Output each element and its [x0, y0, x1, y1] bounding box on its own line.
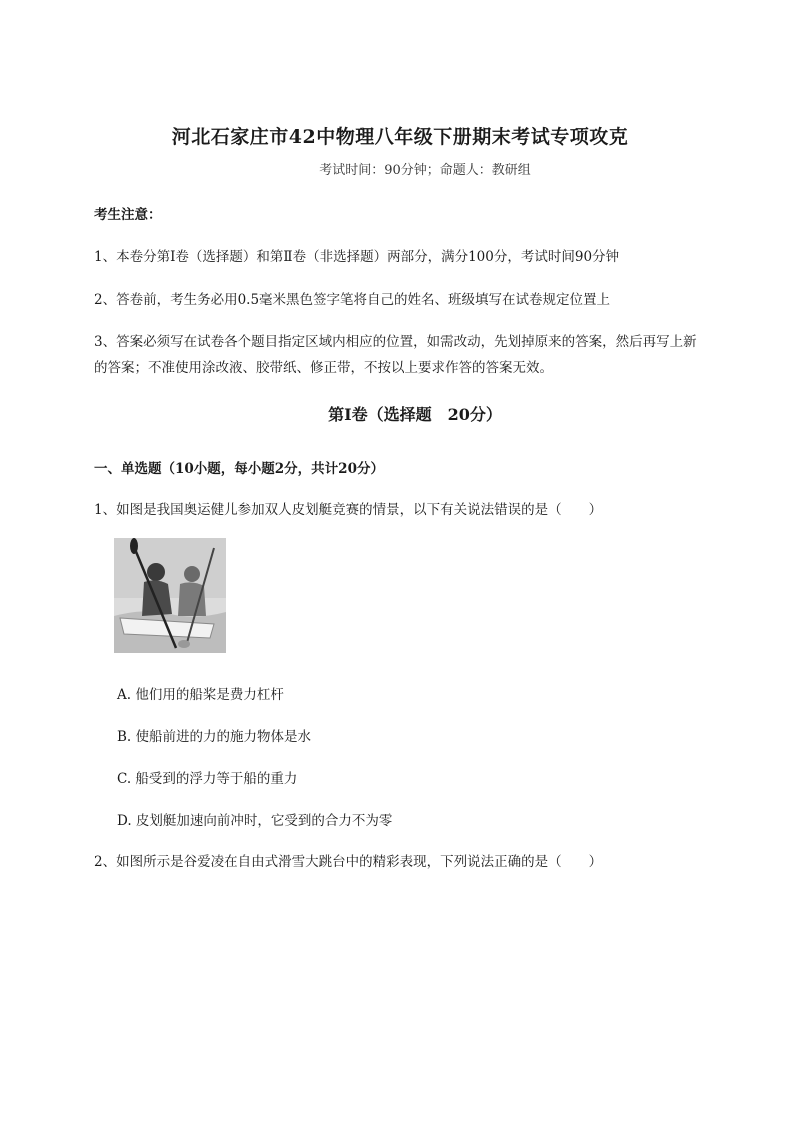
- question-1-option-d: D. 皮划艇加速向前冲时，它受到的合力不为零: [117, 813, 393, 829]
- question-1-stem: 1、如图是我国奥运健儿参加双人皮划艇竞赛的情景，以下有关说法错误的是（ ）: [94, 502, 603, 518]
- question-1-option-a: A. 他们用的船桨是费力杠杆: [117, 687, 284, 703]
- notice-item-3: 3、答案必须写在试卷各个题目指定区域内相应的位置，如需改动，先划掉原来的答案，然后再写上新: [94, 334, 697, 350]
- question-1-option-c: C. 船受到的浮力等于船的重力: [117, 771, 298, 787]
- question-2-stem: 2、如图所示是谷爱凌在自由式滑雪大跳台中的精彩表现，下列说法正确的是（ ）: [94, 854, 603, 870]
- question-1-option-b: B. 使船前进的力的施力物体是水: [117, 729, 312, 745]
- notice-item-1: 1、本卷分第Ⅰ卷（选择题）和第Ⅱ卷（非选择题）两部分，满分100分，考试时间90分钟: [94, 249, 620, 265]
- page-title: 河北石家庄市42中物理八年级下册期末考试专项攻克: [171, 126, 629, 148]
- notice-item-2: 2、答卷前，考生务必用0.5毫米黑色签字笔将自己的姓名、班级填写在试卷规定位置上: [94, 292, 611, 308]
- notice-item-3-continued: 的答案；不准使用涂改液、胶带纸、修正带，不按以上要求作答的答案无效。: [94, 360, 553, 376]
- section-heading: 一、单选题（10小题，每小题2分，共计20分）: [94, 461, 384, 477]
- notice-heading: 考生注意：: [94, 207, 162, 223]
- kayak-photo: [114, 538, 226, 653]
- page-subtitle: 考试时间：90分钟；命题人：教研组: [319, 163, 531, 178]
- section-title: 第Ⅰ卷（选择题 20分）: [328, 405, 502, 424]
